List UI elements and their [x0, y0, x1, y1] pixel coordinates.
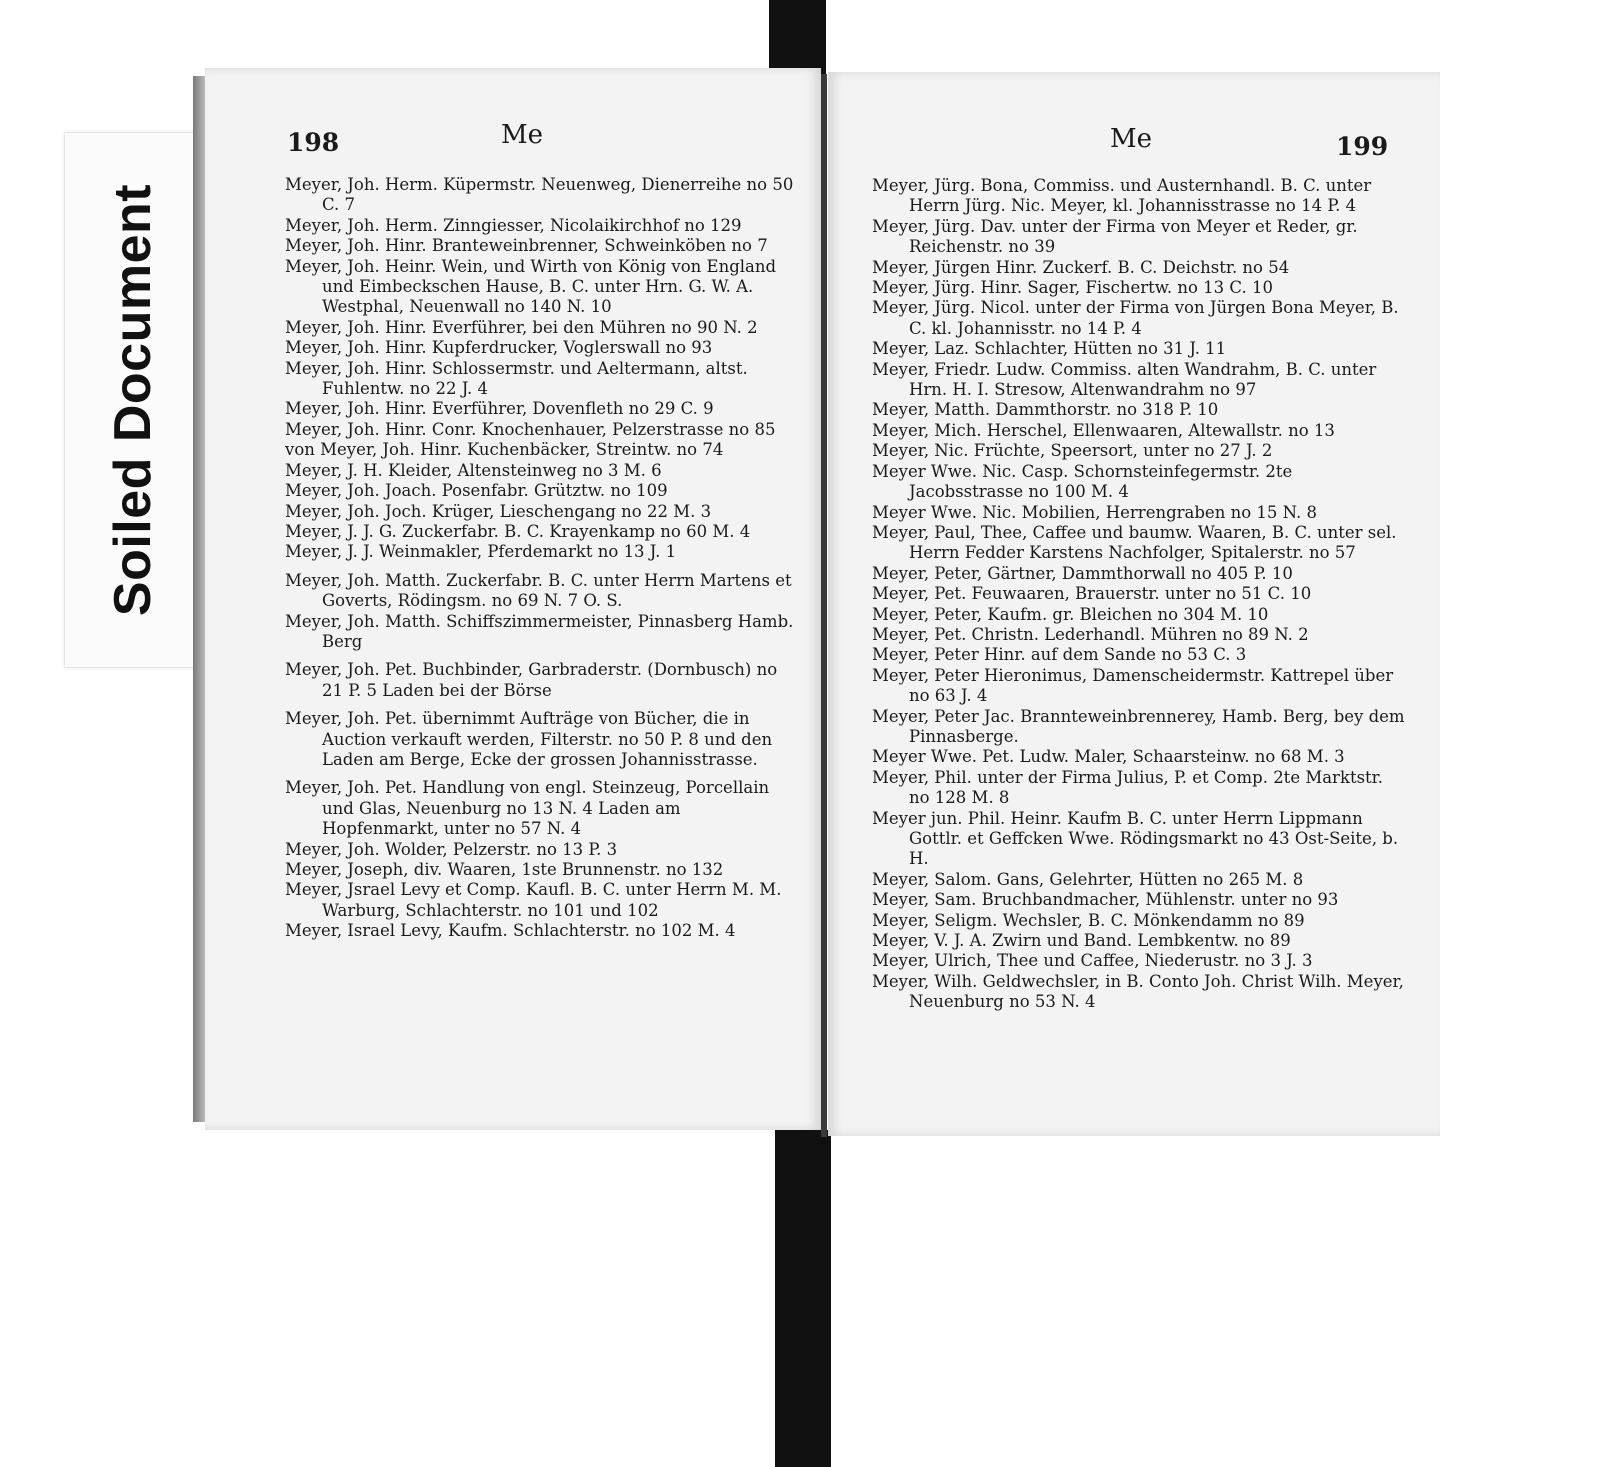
running-head-right: Me	[1110, 124, 1153, 154]
directory-entry: Meyer, Peter Hieronimus, Damenscheidermstr. Kattrepel über no 63 J. 4	[872, 665, 1394, 706]
directory-entry: Meyer, Joh. Herm. Küpermstr. Neuenweg, Dienerreihe no 50 C. 7	[285, 175, 794, 215]
page-number-left: 198	[287, 128, 340, 157]
directory-entry: Meyer, Mich. Herschel, Ellenwaaren, Altewallstr. no 13	[872, 420, 1335, 440]
page-number-right: 199	[1336, 132, 1389, 161]
directory-entry: Meyer, Jürg. Bona, Commiss. und Austernhandl. B. C. unter Herrn Jürg. Nic. Meyer, kl. Johannisstrasse no 14 P. 4	[872, 176, 1372, 216]
directory-entry: Meyer, Joh. Hinr. Everführer, Dovenfleth no 29 C. 9	[285, 399, 714, 419]
stamp-label: Soiled Document	[104, 183, 162, 617]
directory-entry: Meyer, Joseph, div. Waaren, 1ste Brunnenstr. no 132	[285, 860, 724, 879]
directory-entry: Meyer, Peter Hinr. auf dem Sande no 53 C. 3	[872, 645, 1247, 665]
directory-entry: Meyer, Joh. Hinr. Kupferdrucker, Voglerswall no 93	[285, 338, 713, 358]
running-head-left: Me	[501, 120, 544, 150]
directory-entry: Meyer, Joh. Joach. Posenfabr. Grütztw. no 109	[285, 481, 668, 501]
directory-entry: Meyer, Jürg. Dav. unter der Firma von Meyer et Reder, gr. Reichenstr. no 39	[872, 216, 1358, 257]
directory-entry: Meyer, Joh. Pet. Buchbinder, Garbraderstr. (Dornbusch) no 21 P. 5 Laden bei der Börse	[285, 660, 778, 700]
directory-entry: Meyer, Joh. Matth. Schiffszimmermeister, Pinnasberg Hamb. Berg	[285, 611, 794, 651]
directory-entry: Meyer, Seligm. Wechsler, B. C. Mönkendamm no 89	[872, 910, 1305, 930]
directory-entry: Meyer, Ulrich, Thee und Caffee, Niederustr. no 3 J. 3	[872, 951, 1313, 971]
directory-entry: Meyer, Friedr. Ludw. Commiss. alten Wandrahm, B. C. unter Hrn. H. I. Stresow, Altenwandrahm no 97	[872, 359, 1377, 400]
directory-entry: Meyer, Joh. Hinr. Schlossermstr. und Aeltermann, altst. Fuhlentw. no 22 J. 4	[285, 358, 748, 399]
left-entries	[285, 175, 795, 942]
directory-entry: Meyer, Joh. Hinr. Everführer, bei den Mühren no 90 N. 2	[285, 317, 758, 337]
book-spine-bottom	[775, 1130, 831, 1467]
directory-entry: Meyer, Joh. Heinr. Wein, und Wirth von König von England und Eimbeckschen Hause, B. C. unter Hrn. G. W. A. Westphal, Neuenwall no 140 N. 10	[285, 256, 777, 317]
book-gutter	[821, 74, 827, 1137]
directory-entry: Meyer Wwe. Pet. Ludw. Maler, Schaarsteinw. no 68 M. 3	[872, 747, 1345, 767]
directory-entry: Meyer, Joh. Wolder, Pelzerstr. no 13 P. 3	[285, 839, 618, 859]
left-page	[205, 68, 821, 1130]
directory-entry: Meyer, Joh. Hinr. Conr. Knochenhauer, Pelzerstrasse no 85	[285, 419, 776, 439]
directory-entry: Meyer, Pet. Christn. Lederhandl. Mühren no 89 N. 2	[872, 624, 1309, 644]
directory-entry: Meyer, Peter, Gärtner, Dammthorwall no 405 P. 10	[872, 563, 1293, 583]
directory-entry: Meyer, Pet. Feuwaaren, Brauerstr. unter no 51 C. 10	[872, 584, 1312, 604]
directory-entry: Meyer, Nic. Früchte, Speersort, unter no 27 J. 2	[872, 441, 1273, 461]
directory-entry: Meyer, Jürg. Nicol. unter der Firma von Jürgen Bona Meyer, B. C. kl. Johannisstr. no 14 P. 4	[872, 298, 1399, 338]
directory-entry: Meyer, V. J. A. Zwirn und Band. Lembkentw. no 89	[872, 931, 1291, 951]
directory-entry: Meyer, Joh. Pet. Handlung von engl. Steinzeug, Porcellain und Glas, Neuenburg no 13 N. 4 Laden am Hopfenmarkt, unter no 57 N. 4	[285, 778, 770, 839]
directory-entry: Meyer, J. J. Weinmakler, Pferdemarkt no 13 J. 1	[285, 542, 677, 562]
directory-entry: Meyer, Laz. Schlachter, Hütten no 31 J. 11	[872, 339, 1227, 359]
directory-entry: Meyer, Peter, Kaufm. gr. Bleichen no 304 M. 10	[872, 604, 1269, 624]
directory-entry: Meyer, Joh. Herm. Zinngiesser, Nicolaikirchhof no 129	[285, 215, 742, 235]
directory-entry: Meyer, Phil. unter der Firma Julius, P. et Comp. 2te Marktstr. no 128 M. 8	[872, 767, 1383, 808]
directory-entry: Meyer Wwe. Nic. Mobilien, Herrengraben no 15 N. 8	[872, 502, 1317, 522]
soiled-document-stamp	[64, 132, 202, 668]
directory-entry: Meyer, Joh. Pet. übernimmt Aufträge von Bücher, die in Auction verkauft werden, Filterstr. no 50 P. 8 und den Laden am Berge, Ecke der grossen Johannisstrasse.	[285, 709, 773, 769]
directory-entry: Meyer, Paul, Thee, Caffee und baumw. Waaren, B. C. unter sel. Herrn Fedder Karstens Nachfolger, Spitalerstr. no 57	[872, 522, 1397, 563]
directory-entry: Meyer, Jürg. Hinr. Sager, Fischertw. no 13 C. 10	[872, 278, 1273, 298]
directory-entry: Meyer, Wilh. Geldwechsler, in B. Conto Joh. Christ Wilh. Meyer, Neuenburg no 53 N. 4	[872, 971, 1404, 1012]
right-page	[828, 72, 1440, 1136]
right-entries	[872, 176, 1406, 1013]
directory-entry: Meyer jun. Phil. Heinr. Kaufm B. C. unter Herrn Lippmann Gottlr. et Geffcken Wwe. Rödingsmarkt no 43 Ost-Seite, b. H.	[872, 808, 1399, 869]
directory-entry: Meyer, Joh. Joch. Krüger, Lieschengang no 22 M. 3	[285, 501, 712, 521]
directory-entry: Meyer, Sam. Bruchbandmacher, Mühlenstr. unter no 93	[872, 890, 1339, 910]
directory-entry: von Meyer, Joh. Hinr. Kuchenbäcker, Streintw. no 74	[285, 440, 724, 460]
directory-entry: Meyer, J. H. Kleider, Altensteinweg no 3 M. 6	[285, 460, 662, 480]
directory-entry: Meyer, Peter Jac. Brannteweinbrennerey, Hamb. Berg, bey dem Pinnasberge.	[872, 706, 1405, 746]
directory-entry: Meyer, Israel Levy, Kaufm. Schlachterstr. no 102 M. 4	[285, 921, 736, 941]
directory-entry: Meyer, Jsrael Levy et Comp. Kaufl. B. C. unter Herrn M. M. Warburg, Schlachterstr. no 101 und 102	[285, 880, 782, 920]
directory-entry: Meyer, Jürgen Hinr. Zuckerf. B. C. Deichstr. no 54	[872, 257, 1290, 277]
directory-entry: Meyer, Salom. Gans, Gelehrter, Hütten no 265 M. 8	[872, 869, 1304, 889]
directory-entry: Meyer, J. J. G. Zuckerfabr. B. C. Krayenkamp no 60 M. 4	[285, 521, 751, 541]
directory-entry: Meyer Wwe. Nic. Casp. Schornsteinfegermstr. 2te Jacobsstrasse no 100 M. 4	[872, 461, 1293, 502]
directory-entry: Meyer, Joh. Matth. Zuckerfabr. B. C. unter Herrn Martens et Goverts, Rödingsm. no 69 N. 7 O. S.	[285, 570, 792, 611]
directory-entry: Meyer, Joh. Hinr. Branteweinbrenner, Schweinköben no 7	[285, 236, 768, 256]
directory-entry: Meyer, Matth. Dammthorstr. no 318 P. 10	[872, 400, 1219, 420]
